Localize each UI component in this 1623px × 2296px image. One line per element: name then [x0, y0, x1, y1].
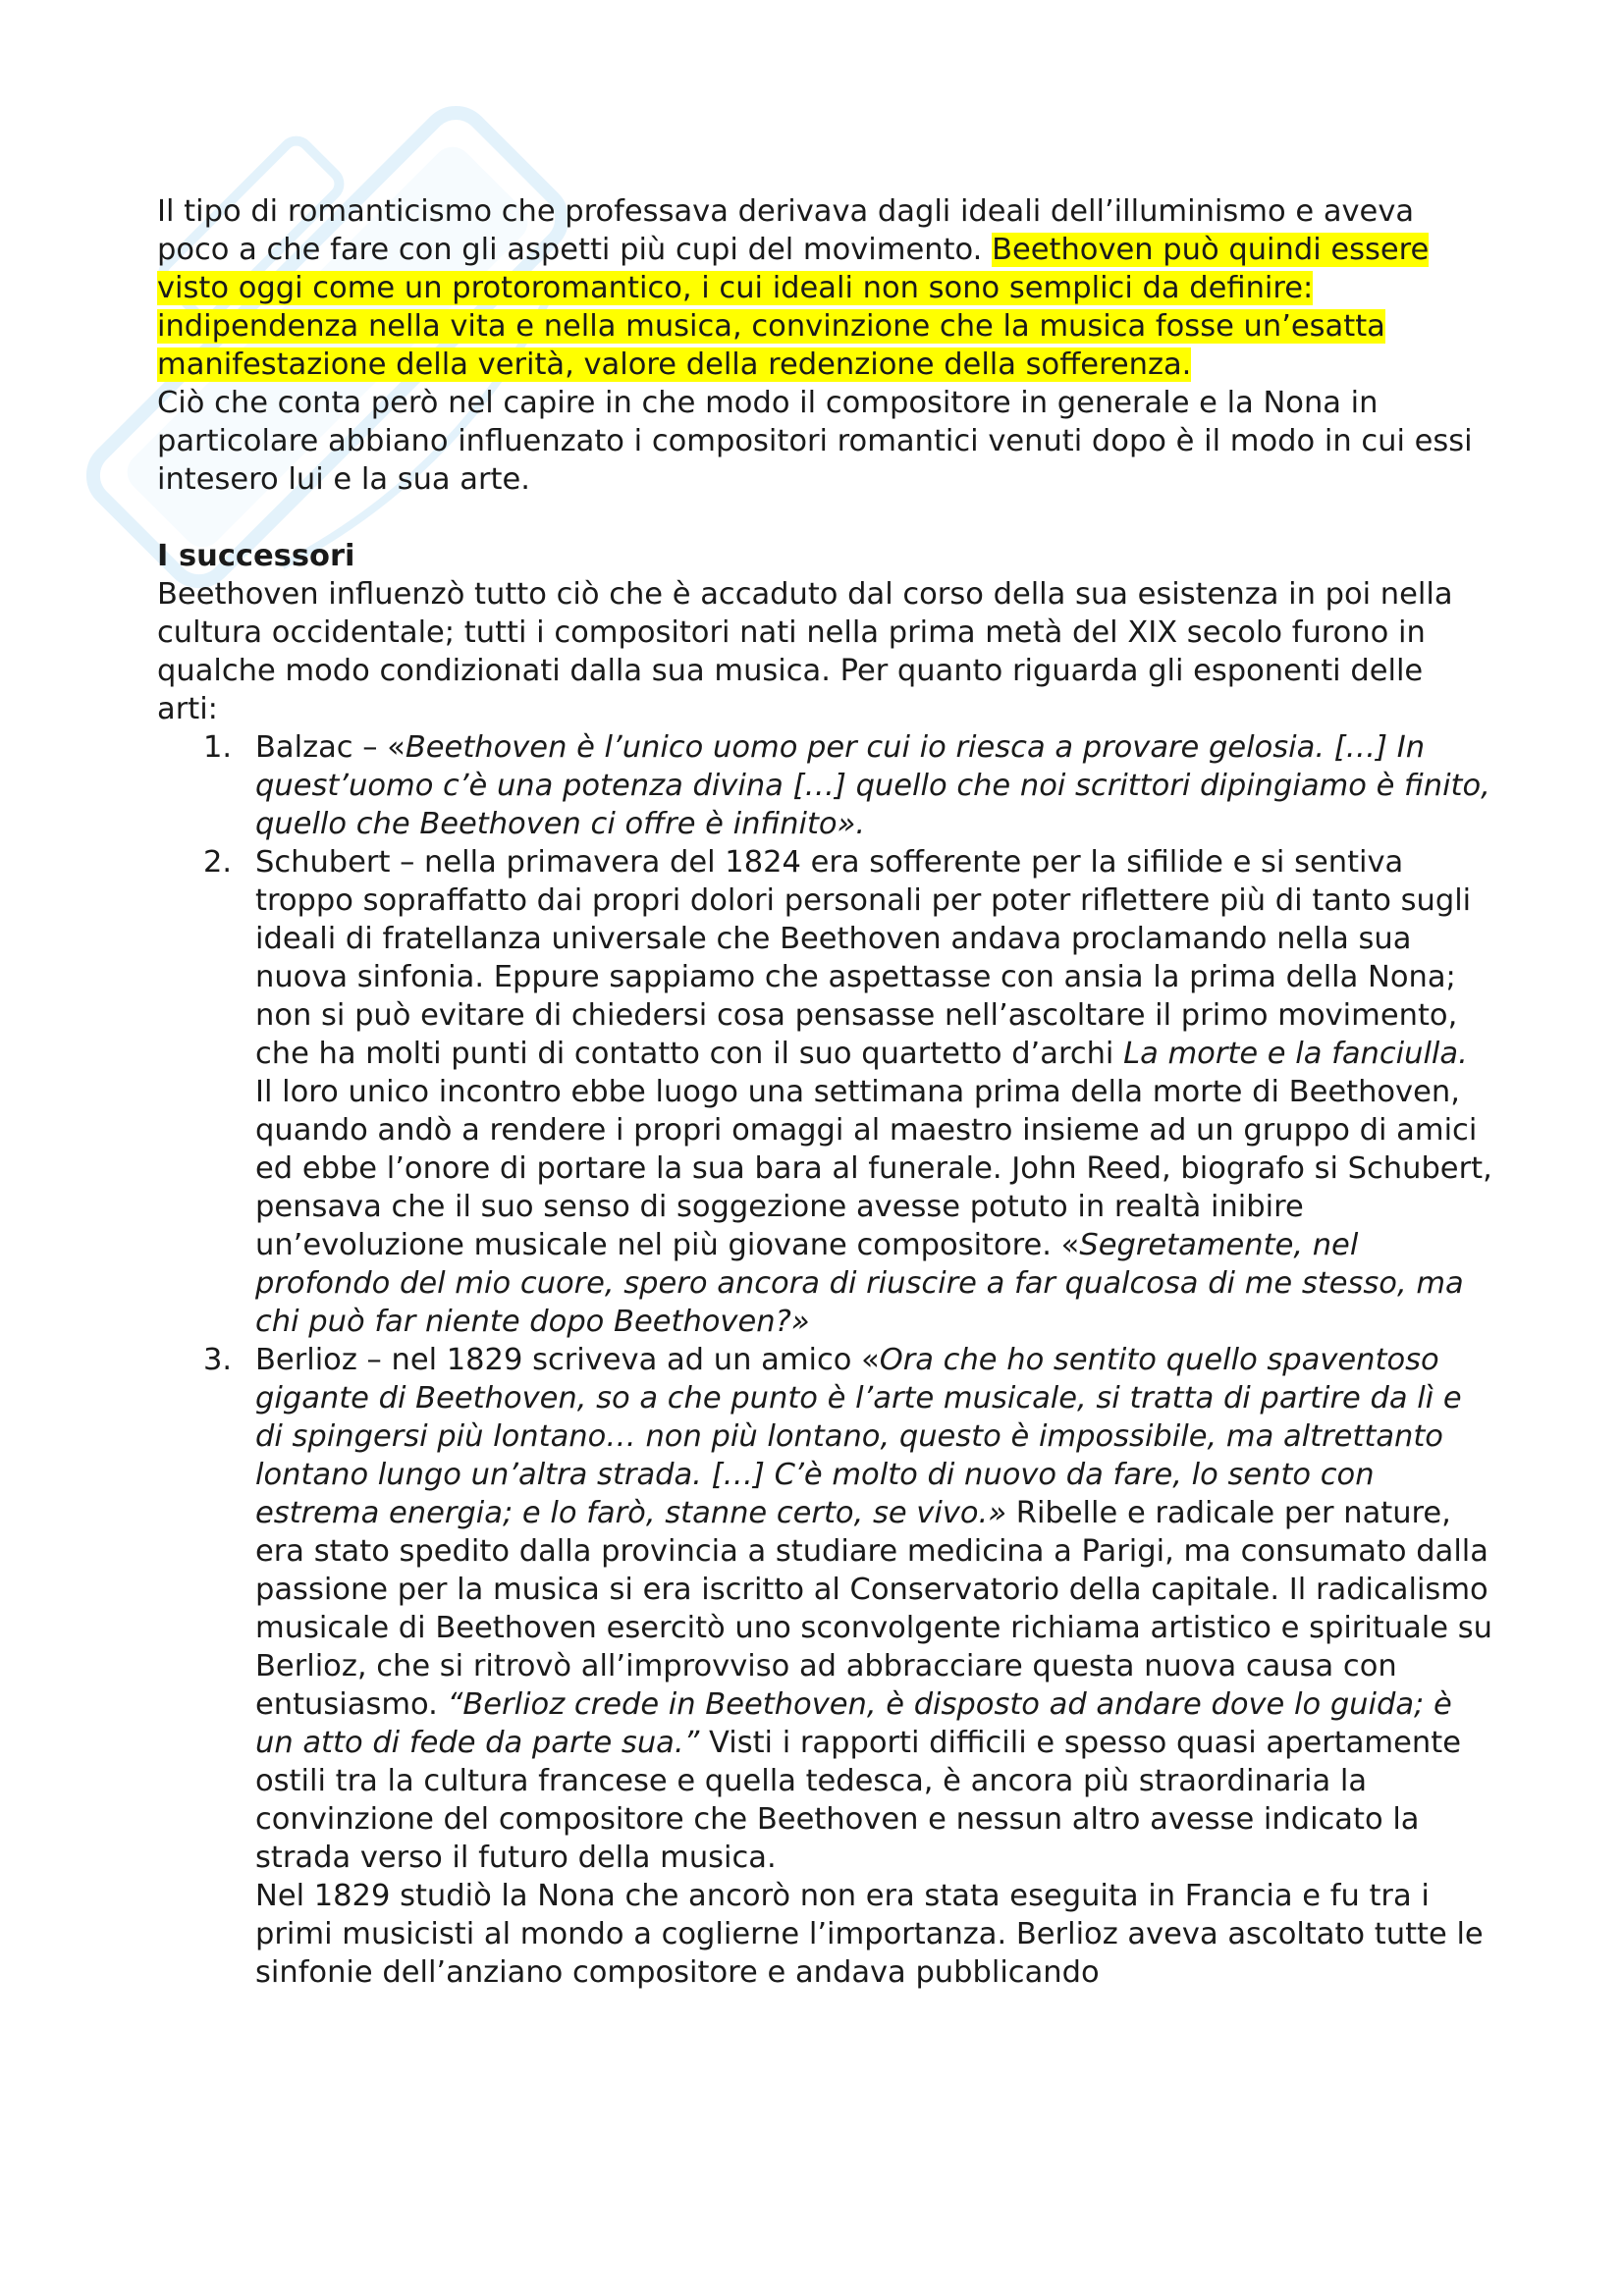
list-text: Berlioz – nel 1829 scriveva ad un amico « — [255, 1343, 880, 1377]
second-paragraph: Ciò che conta però nel capire in che modo il compositore in generale e la Nona in particolare abbiano influenzato i compositori romantici venuti dopo è il modo in cui essi intesero lui e la sua arte. — [157, 386, 1473, 497]
list-text: Schubert – nella primavera del 1824 era sofferente per la sifilide e si sentiva troppo sopraffatto dai propri dolori personali per poter riflettere più di tanto sugli ideali di fratellanza universale che Beethoven andava proclamando nella sua nuova sinfonia. Eppure sappiamo che aspettasse con ansia la prima della Nona; non si può evitare di chiedersi cosa pensasse nell’ascoltare il primo movimento, che ha molti punti di contatto con il suo quartetto d’archi — [255, 845, 1472, 1071]
section-intro: Beethoven influenzò tutto ciò che è accaduto dal corso della sua esistenza in poi nella cultura occidentale; tutti i compositori nati nella prima metà del XIX secolo furono in qualche modo condizionati dalla sua musica. Per quanto riguarda gli esponenti delle arti: — [157, 577, 1453, 726]
list-number: 1. — [203, 730, 233, 765]
work-title: La morte e la fanciulla. — [1123, 1037, 1468, 1071]
section-heading: I successori — [157, 539, 355, 573]
list-quote: Ora che ho sentito quello spaventoso gigante di Beethoven, so a che punto è l’arte musicale, si tratta di partire da lì e di spingersi più lontano… non più lontano, questo è impossibile, ma altrettanto lontano lungo un’altra strada. […] C’è molto di nuovo da fare, lo sento con estrema energia; e lo farò, stanne certo, se vivo.» — [255, 1343, 1462, 1530]
document-body — [157, 192, 1492, 1992]
list-quote: Beethoven è l’unico uomo per cui io riesca a provare gelosia. […] In quest’uomo c’è una potenza divina […] quello che noi scrittori dipingiamo è finito, quello che Beethoven ci offre è infinito». — [255, 730, 1490, 841]
list-number: 2. — [203, 845, 233, 880]
intro-text: Il tipo di romanticismo che professava derivava dagli ideali dell’illuminismo e aveva poco a che fare con gli aspetti più cupi del movimento. — [157, 194, 1415, 267]
list-text: Visti i rapporti difficili e spesso quasi apertamente ostili tra la cultura francese e quella tedesca, è ancora più straordinaria la convinzione del compositore che Beethoven e nessun altro avesse indicato la strada verso il futuro della musica. — [255, 1726, 1461, 1875]
list-text: Balzac – « — [255, 730, 406, 765]
list-quote: “Berlioz crede in Beethoven, è disposto ad andare dove lo guida; è un atto di fede da parte sua.” — [255, 1687, 1452, 1760]
highlighted-text: Beethoven può quindi essere visto oggi come un protoromantico, i cui ideali non sono semplici da definire: indipendenza nella vita e nella musica, convinzione che la musica fosse un’esatta manifestazione della verità, valore della redenzione della sofferenza. — [157, 233, 1430, 382]
list-number: 3. — [203, 1343, 233, 1377]
list-item-schubert — [157, 843, 1492, 1341]
intro-paragraph — [157, 192, 1492, 384]
list-text: Nel 1829 studiò la Nona che ancorò non era stata eseguita in Francia e fu tra i primi musicisti al mondo a coglierne l’importanza. Berlioz aveva ascoltato tutte le sinfonie dell’anziano compositore e andava pubblicando — [255, 1879, 1484, 1990]
list-item-berlioz — [157, 1341, 1492, 1992]
list-quote: Segretamente, nel profondo del mio cuore, spero ancora di riuscire a far qualcosa di me stesso, ma chi può far niente dopo Beethoven?» — [255, 1228, 1464, 1339]
list-item-balzac — [157, 728, 1492, 843]
list-text: Ribelle e radicale per nature, era stato spedito dalla provincia a studiare medicina a Parigi, ma consumato dalla passione per la musica si era iscritto al Conservatorio della capitale. Il radicalismo musicale di Beethoven esercitò uno sconvolgente richiama artistico e spirituale su Berlioz, che si ritrovò all’improvviso ad abbracciare questa nuova causa con entusiasmo. — [255, 1496, 1492, 1722]
successors-list — [157, 728, 1492, 1992]
list-text: Il loro unico incontro ebbe luogo una settimana prima della morte di Beethoven, quando andò a rendere i propri omaggi al maestro insieme ad un gruppo di amici ed ebbe l’onore di portare la sua bara al funerale. John Reed, biografo si Schubert, pensava che il suo senso di soggezione avesse potuto in realtà inibire un’evoluzione musicale nel più giovane compositore. « — [255, 1075, 1492, 1262]
